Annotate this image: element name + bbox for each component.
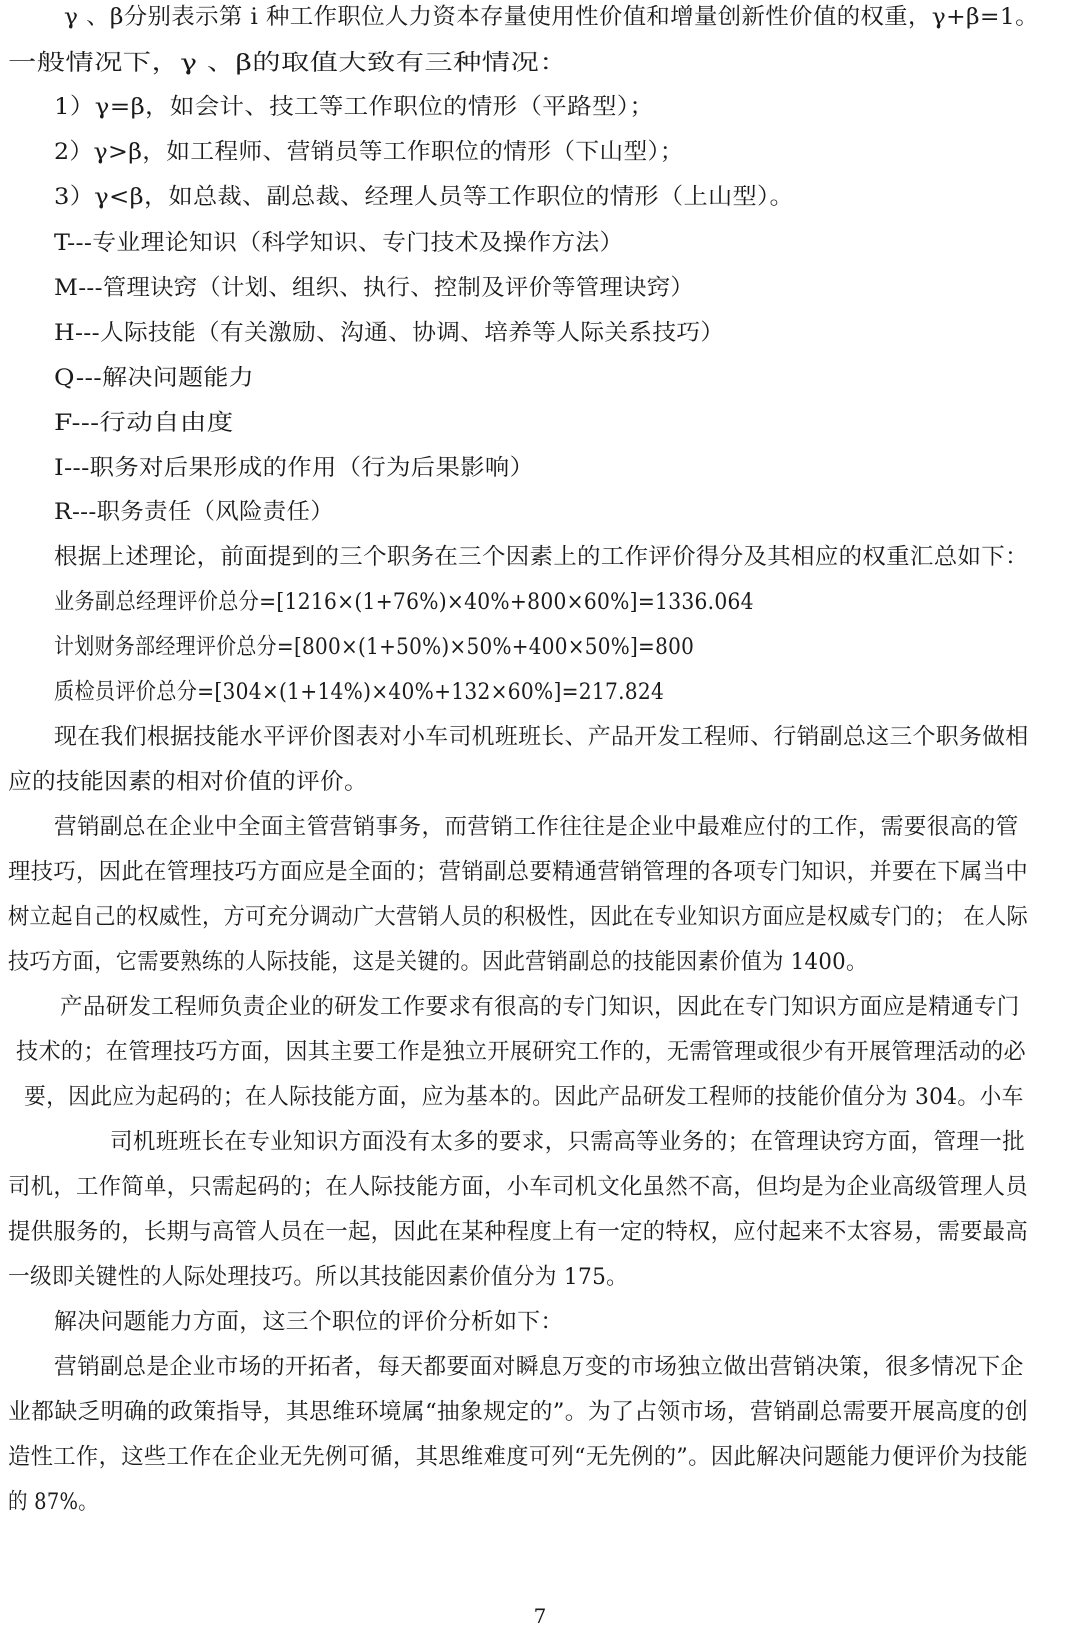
page-number: 7 (533, 1604, 547, 1628)
text-line: 提供服务的，长期与高管人员在一起，因此在某种程度上有一定的特权，应付起来不太容易，需要最高 (8, 1219, 1029, 1245)
text-line: M---管理诀窍（计划、组织、执行、控制及评价等管理诀窍） (54, 275, 695, 301)
text-line: 产品研发工程师负责企业的研发工作要求有很高的专门知识，因此在专门知识方面应是精通专门 (60, 994, 1020, 1020)
text-line: 一级即关键性的人际处理技巧。所以其技能因素价值分为 175。 (8, 1264, 629, 1290)
text-line: 1）γ=β，如会计、技工等工作职位的情形（平路型）； (54, 94, 655, 120)
text-line: 技术的；在管理技巧方面，因其主要工作是独立开展研究工作的，无需管理或很少有开展管理活动的必 (16, 1039, 1027, 1065)
text-line: 业务副总经理评价总分=[1216×(1+76%)×40%+800×60%]=1336.064 (54, 589, 754, 615)
text-line: 质检员评价总分=[304×(1+14%)×40%+132×60%]=217.824 (54, 679, 665, 705)
text-line: 营销副总是企业市场的开拓者，每天都要面对瞬息万变的市场独立做出营销决策，很多情况下企 (54, 1354, 1024, 1380)
text-line: 现在我们根据技能水平评价图表对小车司机班班长、产品开发工程师、行销副总这三个职务做相 (54, 724, 1029, 750)
text-line: 树立起自己的权威性，方可充分调动广大营销人员的积极性，因此在专业知识方面应是权威专门的； 在人际 (8, 904, 1029, 930)
text-line: 要，因此应为起码的；在人际技能方面，应为基本的。因此产品研发工程师的技能价值分为 304。小车 (24, 1084, 1024, 1110)
text-line: I---职务对后果形成的作用（行为后果影响） (54, 455, 535, 481)
text-line: H---人际技能（有关激励、沟通、协调、培养等人际关系技巧） (54, 320, 725, 346)
text-line: Q---解决问题能力 (54, 365, 255, 391)
text-line: 司机班班长在专业知识方面没有太多的要求，只需高等业务的；在管理诀窍方面，管理一批 (110, 1129, 1026, 1155)
text-line: 解决问题能力方面，这三个职位的评价分析如下： (54, 1309, 564, 1335)
text-line: 的 87%。 (8, 1489, 98, 1515)
text-line: γ 、β分别表示第 i 种工作职位人力资本存量使用性价值和增量创新性价值的权重，γ+β=1。 (64, 4, 1039, 30)
text-line: 司机，工作简单，只需起码的；在人际技能方面，小车司机文化虽然不高，但均是为企业高级管理人员 (8, 1174, 1029, 1200)
text-line: 3）γ<β，如总裁、副总裁、经理人员等工作职位的情形（上山型）。 (54, 184, 794, 210)
text-line: 根据上述理论，前面提到的三个职务在三个因素上的工作评价得分及其相应的权重汇总如下： (54, 544, 1029, 570)
text-line: R---职务责任（风险责任） (54, 499, 334, 525)
text-line: 计划财务部经理评价总分=[800×(1+50%)×50%+400×50%]=800 (54, 634, 695, 660)
text-line: 理技巧，因此在管理技巧方面应是全面的；营销副总要精通营销管理的各项专门知识，并要在下属当中 (8, 859, 1029, 885)
text-line: F---行动自由度 (54, 410, 234, 436)
text-line: 2）γ>β，如工程师、营销员等工作职位的情形（下山型）； (54, 139, 684, 165)
text-line: 营销副总在企业中全面主管营销事务，而营销工作往往是企业中最难应付的工作，需要很高的管 (54, 814, 1019, 840)
text-line: 技巧方面，它需要熟练的人际技能，这是关键的。因此营销副总的技能因素价值为 1400。 (8, 949, 868, 975)
text-line: 造性工作，这些工作在企业无先例可循，其思维难度可列“无先例的”。因此解决问题能力便评价为技能 (8, 1444, 1028, 1470)
text-line: T---专业理论知识（科学知识、专门技术及操作方法） (54, 230, 624, 256)
text-line: 应的技能因素的相对价值的评价。 (8, 769, 369, 795)
text-line: 业都缺乏明确的政策指导，其思维环境属“抽象规定的”。为了占领市场，营销副总需要开展高度的创 (8, 1399, 1029, 1425)
text-line: 一般情况下，γ 、β的取值大致有三种情况： (8, 50, 568, 76)
